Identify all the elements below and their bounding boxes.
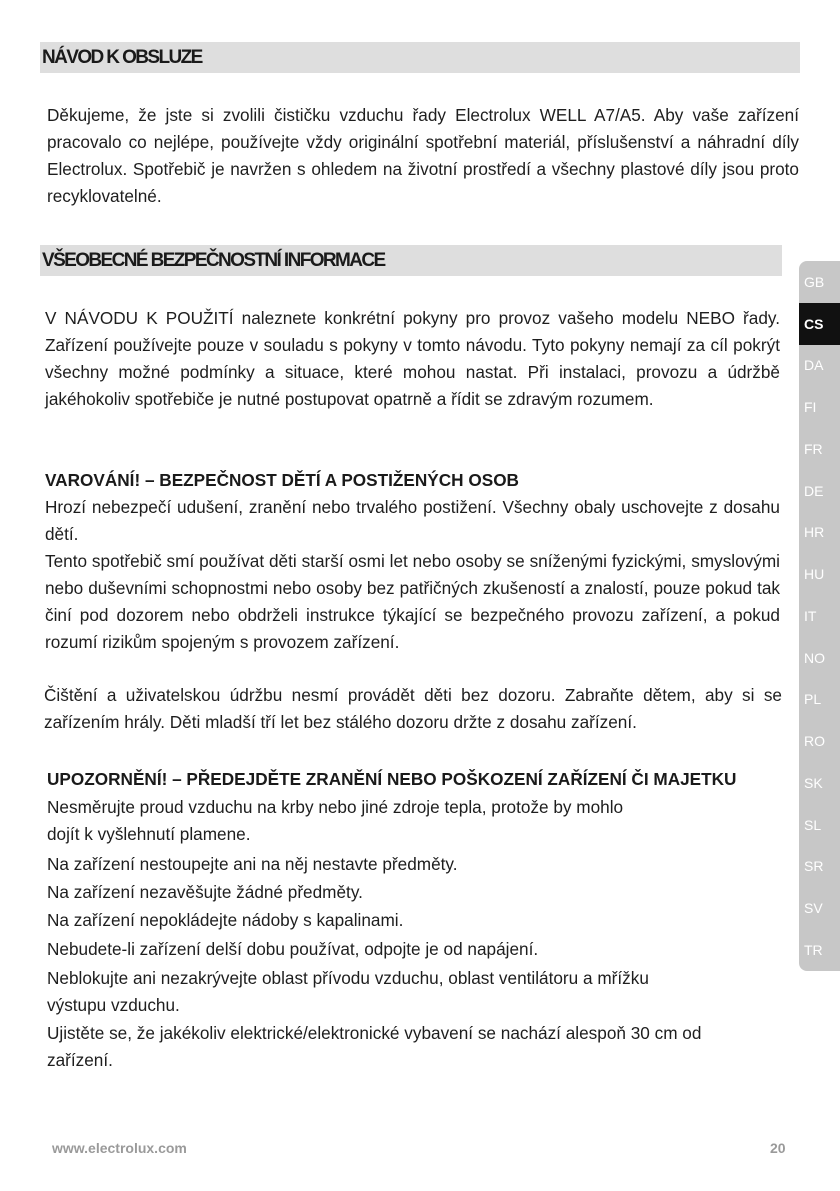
- lang-tab-pl[interactable]: PL: [804, 691, 822, 708]
- lang-tab-sv[interactable]: SV: [804, 900, 823, 917]
- footer-url: www.electrolux.com: [52, 1140, 187, 1156]
- manual-title: NÁVOD K OBSLUZE: [42, 47, 202, 68]
- intro-paragraph: Děkujeme, že jste si zvolili čističku vzduchu řady Electrolux WELL A7/A5. Aby vaše zařízení pracovalo co nejlépe, používejte vždy originální spotřební materiál, příslušenství a náhradní díly Electrolux. Spotřebič je navržen s ohledem na životní prostředí a všechny plastové díly jsou proto recyklovatelné.: [47, 105, 799, 206]
- lang-tab-cs[interactable]: CS: [799, 303, 840, 345]
- caution-line: dojít k vyšlehnutí plamene.: [47, 824, 251, 844]
- lang-tab-it[interactable]: IT: [804, 607, 817, 624]
- caution-line: Nesměrujte proud vzduchu na krby nebo jiné zdroje tepla, protože by mohlo: [47, 797, 624, 817]
- caution-line: Na zařízení nezavěšujte žádné předměty.: [47, 882, 363, 902]
- warning-heading: VAROVÁNÍ! – BEZPEČNOST DĚTÍ A POSTIŽENÝCH OSOB: [45, 470, 519, 490]
- lang-tab-sl[interactable]: SL: [804, 816, 822, 833]
- lang-tab-hu[interactable]: HU: [804, 566, 825, 583]
- page-number: 20: [770, 1140, 786, 1156]
- lang-tab-fr[interactable]: FR: [804, 440, 823, 457]
- lang-tab-fi[interactable]: FI: [804, 399, 817, 416]
- warning-paragraph-1: Hrozí nebezpečí udušení, zranění nebo trvalého postižení. Všechny obaly uschovejte z dosahu dětí.: [45, 497, 780, 544]
- lang-tab-hr[interactable]: HR: [804, 524, 825, 541]
- caution-line: Nebudete-li zařízení delší dobu používat, odpojte je od napájení.: [47, 939, 539, 959]
- warning-paragraph-2: Tento spotřebič smí používat děti starší osmi let nebo osoby se sníženými fyzickými, smyslovými nebo duševními schopnostmi nebo osoby bez patřičných zkušeností a znalostí, pouze pokud tak činí pod dozorem nebo obdrželi instrukce týkající se bezpečného provozu zařízení, a pokud rozumí rizikům spojeným s provozem zařízení.: [45, 551, 780, 652]
- caution-line: výstupu vzduchu.: [47, 995, 180, 1015]
- caution-line: Na zařízení nepokládejte nádoby s kapalinami.: [47, 910, 404, 930]
- manual-title-bar: [40, 42, 800, 73]
- lang-tab-sr[interactable]: SR: [804, 858, 824, 875]
- language-index-strip: [799, 261, 840, 971]
- caution-line: Na zařízení nestoupejte ani na něj nestavte předměty.: [47, 854, 458, 874]
- lang-tab-ro[interactable]: RO: [804, 733, 825, 750]
- lang-tab-de[interactable]: DE: [804, 482, 824, 499]
- warning-paragraph-3: Čištění a uživatelskou údržbu nesmí provádět děti bez dozoru. Zabraňte dětem, aby si se zařízením hrály. Děti mladší tří let bez stálého dozoru držte z dosahu zařízení.: [44, 685, 782, 732]
- caution-heading: UPOZORNĚNÍ! – PŘEDEJDĚTE ZRANĚNÍ NEBO POŠKOZENÍ ZAŘÍZENÍ ČI MAJETKU: [47, 769, 737, 789]
- lang-tab-da[interactable]: DA: [804, 357, 824, 374]
- safety-title-bar: [40, 245, 782, 276]
- lang-tab-no[interactable]: NO: [804, 649, 825, 666]
- lang-tab-gb[interactable]: GB: [804, 273, 825, 290]
- caution-line: zařízení.: [47, 1050, 113, 1070]
- caution-line: Neblokujte ani nezakrývejte oblast přívodu vzduchu, oblast ventilátoru a mřížku: [47, 968, 649, 988]
- lang-tab-tr[interactable]: TR: [804, 941, 823, 958]
- lang-tab-sk[interactable]: SK: [804, 774, 823, 791]
- caution-line: Ujistěte se, že jakékoliv elektrické/elektronické vybavení se nachází alespoň 30 cm od: [47, 1023, 702, 1043]
- safety-title: VŠEOBECNÉ BEZPEČNOSTNÍ INFORMACE: [42, 250, 385, 271]
- safety-intro-paragraph: V NÁVODU K POUŽITÍ naleznete konkrétní pokyny pro provoz vašeho modelu NEBO řady. Zařízení používejte pouze v souladu s pokyny v tomto návodu. Tyto pokyny nemají za cíl pokrýt všechny možné podmínky a situace, které mohou nastat. Při instalaci, provozu a údržbě jakéhokoliv spotřebiče je nutné postupovat opatrně a řídit se zdravým rozumem.: [45, 308, 780, 409]
